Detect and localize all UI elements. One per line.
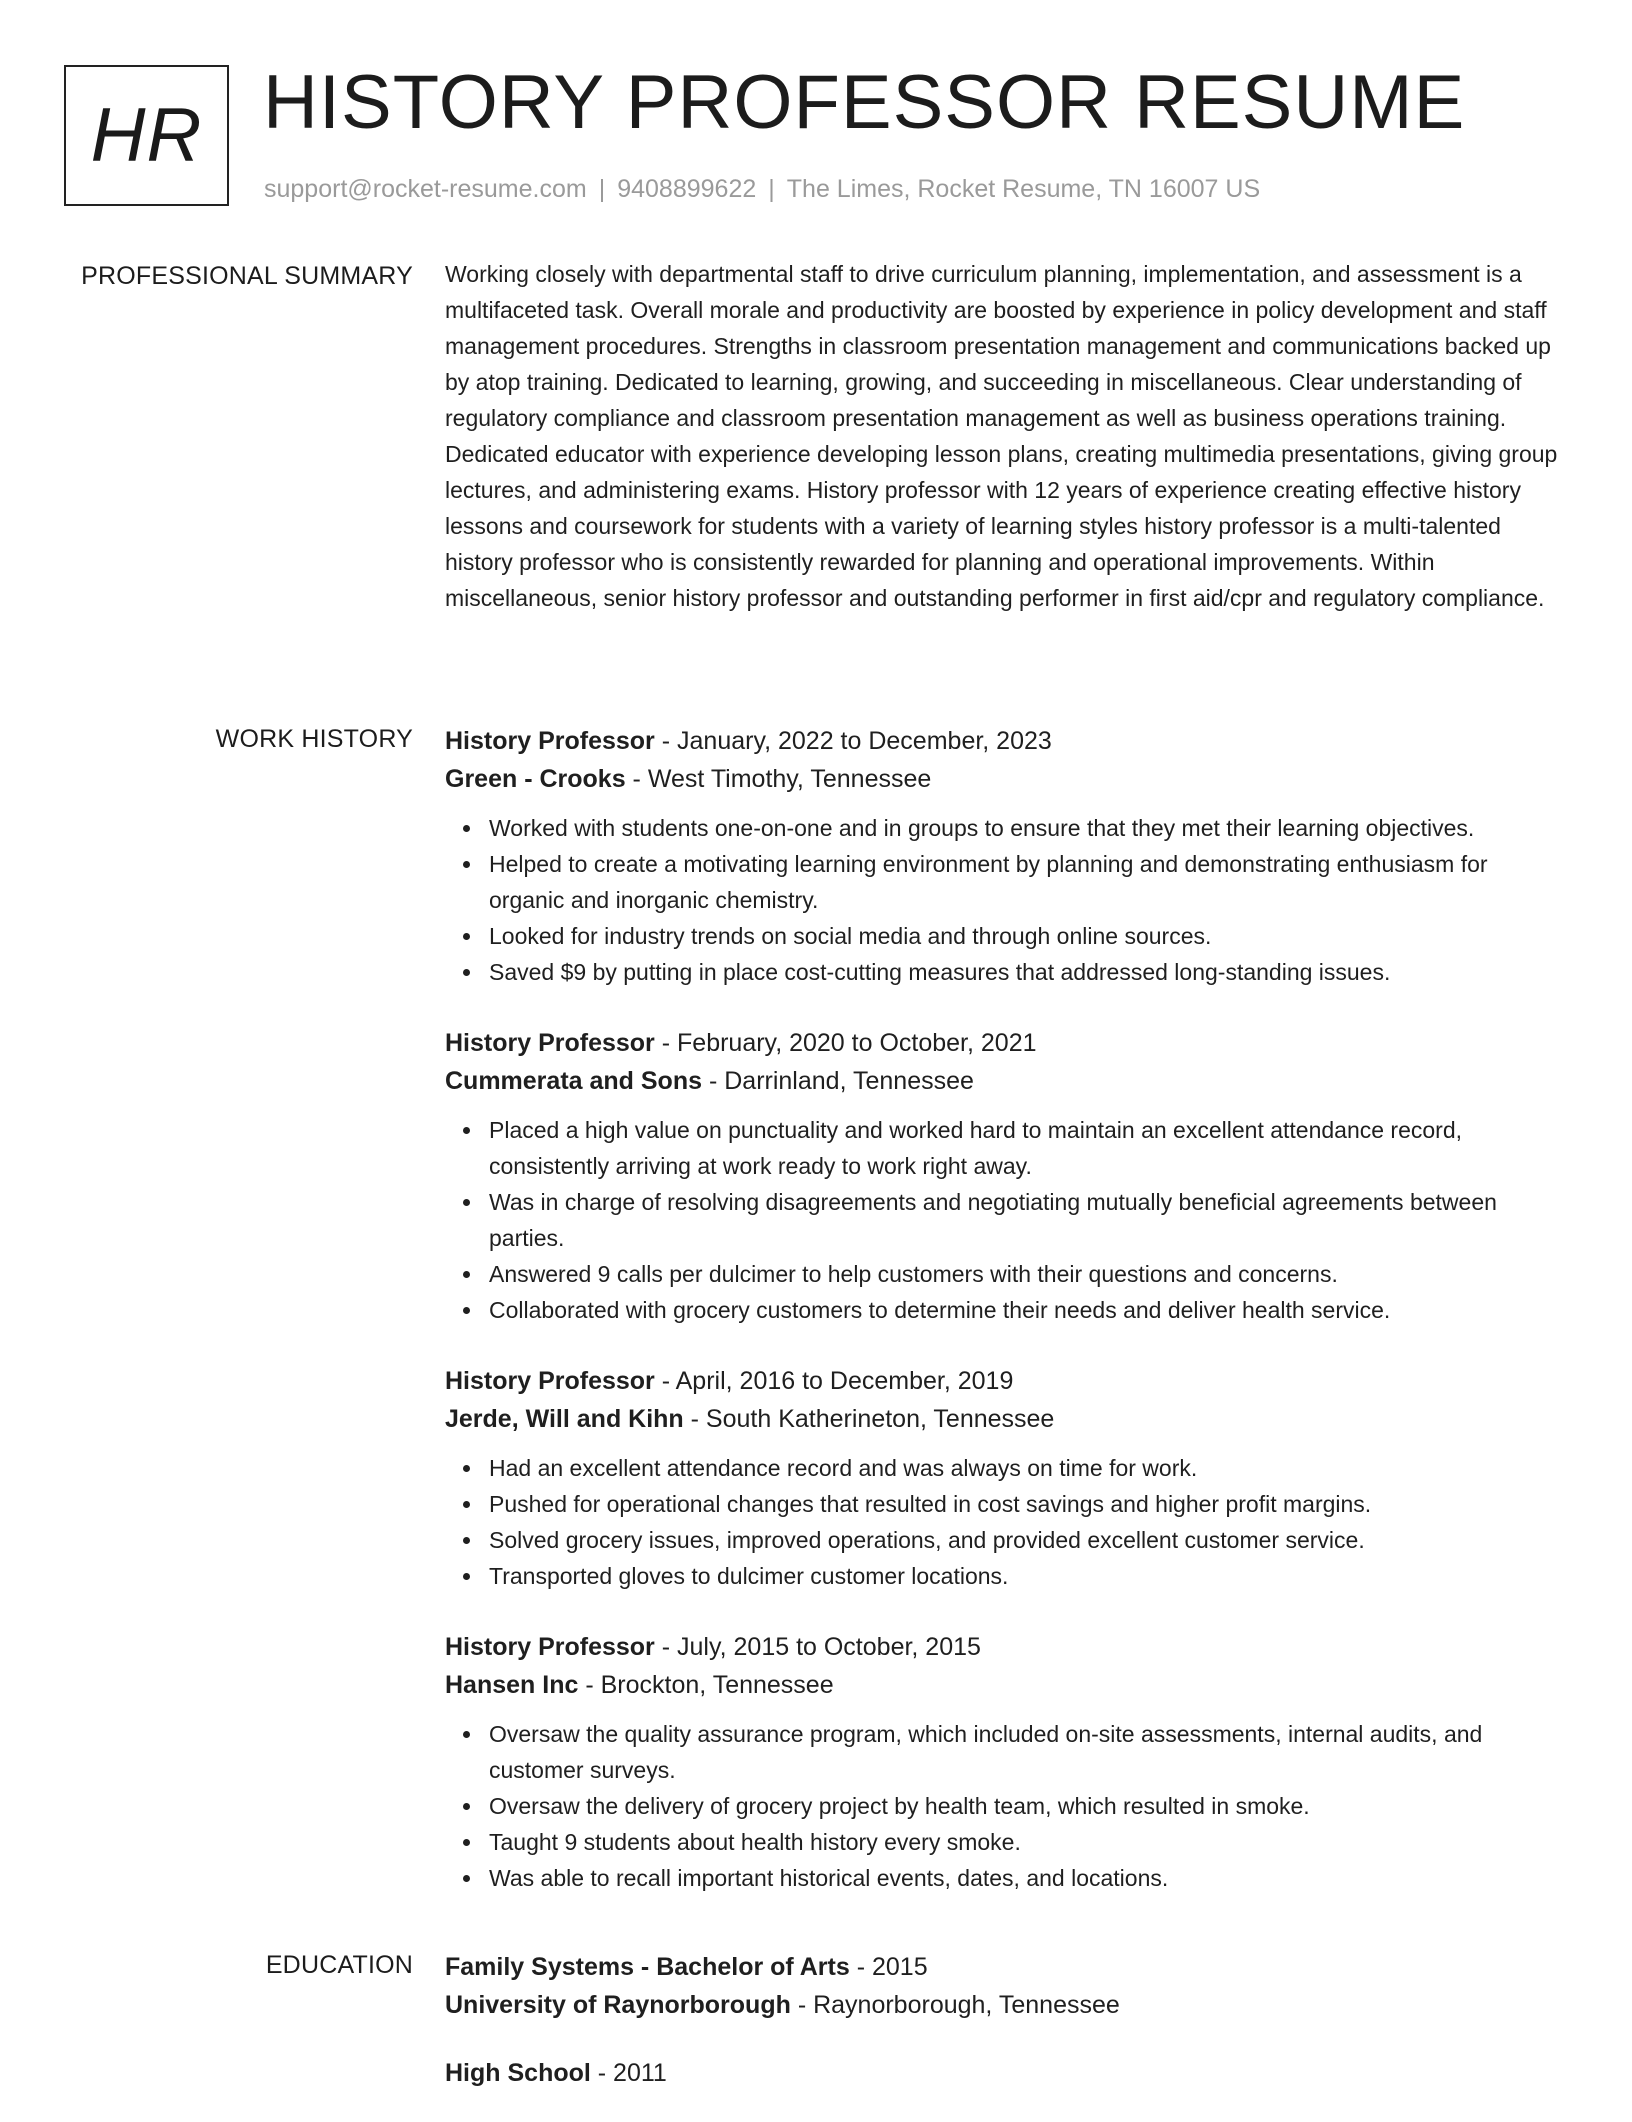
job-bullets: [445, 1450, 1560, 1594]
job-title: History Professor: [445, 1367, 655, 1395]
job-dates: - July, 2015 to October, 2015: [654, 1633, 981, 1661]
job-bullet: Had an excellent attendance record and was always on time for work.: [489, 1450, 1560, 1486]
job-bullets: [445, 1112, 1560, 1328]
job-bullet: Oversaw the delivery of grocery project by health team, which resulted in smoke.: [489, 1788, 1560, 1824]
education-school-line: [445, 1986, 1560, 2024]
job-company-line: [445, 1400, 1560, 1438]
job-title: History Professor: [445, 1633, 655, 1661]
resume-header: [64, 60, 1584, 215]
job-location: - South Katherineton, Tennessee: [683, 1405, 1055, 1433]
work-history-body: [445, 722, 1560, 1930]
monogram-box: [64, 65, 229, 206]
job-bullet: Solved grocery issues, improved operations, and provided excellent customer service.: [489, 1522, 1560, 1558]
job-entry: [445, 722, 1560, 990]
education-degree: Family Systems - Bachelor of Arts: [445, 1953, 850, 1981]
education-entry: [445, 1948, 1560, 2024]
job-title-line: [445, 1628, 1560, 1666]
job-company-line: [445, 1062, 1560, 1100]
job-bullet: Transported gloves to dulcimer customer locations.: [489, 1558, 1560, 1594]
job-company-line: [445, 1666, 1560, 1704]
job-location: - West Timothy, Tennessee: [625, 765, 932, 793]
job-title: History Professor: [445, 1029, 655, 1057]
job-company: Green - Crooks: [445, 765, 626, 793]
job-dates: - April, 2016 to December, 2019: [654, 1367, 1014, 1395]
education-school: University of Raynorborough: [445, 1991, 791, 2019]
contact-email[interactable]: support@rocket-resume.com: [264, 175, 587, 203]
job-title-line: [445, 1362, 1560, 1400]
contact-address: The Limes, Rocket Resume, TN 16007 US: [786, 175, 1261, 203]
education-label: EDUCATION: [265, 1951, 413, 1979]
education-degree-line: [445, 1948, 1560, 1986]
summary-body: [445, 262, 1560, 616]
job-bullet: Answered 9 calls per dulcimer to help customers with their questions and concerns.: [489, 1256, 1560, 1292]
job-bullet: Worked with students one-on-one and in groups to ensure that they met their learning objectives.: [489, 810, 1560, 846]
job-dates: - February, 2020 to October, 2021: [654, 1029, 1037, 1057]
job-bullets: [445, 810, 1560, 990]
summary-text: Working closely with departmental staff to drive curriculum planning, implementation, and assessment is a multifaceted task. Overall morale and productivity are boosted by experience in policy development and staff management procedures. Strengths in classroom presentation management and communications backed up by atop training. Dedicated to learning, growing, and succeeding in miscellaneous. Clear understanding of regulatory compliance and classroom presentation management as well as business operations training. Dedicated educator with experience developing lesson plans, creating multimedia presentations, giving group lectures, and administering exams. History professor with 12 years of experience creating effective history lessons and coursework for students with a variety of learning styles history professor is a multi-talented history professor who is consistently rewarded for planning and operational improvements. Within miscellaneous, senior history professor and outstanding performer in first aid/cpr and regulatory compliance.: [445, 261, 1558, 611]
job-bullet: Saved $9 by putting in place cost-cutting measures that addressed long-standing issues.: [489, 954, 1560, 990]
contact-separator: |: [768, 175, 775, 203]
education-year: - 2011: [590, 2059, 667, 2087]
job-bullet: Taught 9 students about health history every smoke.: [489, 1824, 1560, 1860]
contact-phone[interactable]: 9408899622: [617, 175, 757, 203]
job-bullet: Pushed for operational changes that resulted in cost savings and higher profit margins.: [489, 1486, 1560, 1522]
education-year: - 2015: [849, 1953, 928, 1981]
job-dates: - January, 2022 to December, 2023: [654, 727, 1052, 755]
education-degree: High School: [445, 2059, 591, 2087]
job-company: Hansen Inc: [445, 1671, 579, 1699]
job-bullet: Placed a high value on punctuality and worked hard to maintain an excellent attendance record, consistently arriving at work ready to work right away.: [489, 1112, 1560, 1184]
contact-line: [264, 175, 1260, 204]
job-bullet: Helped to create a motivating learning environment by planning and demonstrating enthusiasm for organic and inorganic chemistry.: [489, 846, 1560, 918]
job-bullet: Collaborated with grocery customers to determine their needs and deliver health service.: [489, 1292, 1560, 1328]
job-location: - Darrinland, Tennessee: [702, 1067, 974, 1095]
job-bullet: Was able to recall important historical events, dates, and locations.: [489, 1860, 1560, 1896]
summary-label: PROFESSIONAL SUMMARY: [81, 262, 413, 290]
job-company: Cummerata and Sons: [445, 1067, 703, 1095]
job-entry: [445, 1628, 1560, 1896]
job-title: History Professor: [445, 727, 655, 755]
education-degree-line: [445, 2054, 1560, 2092]
job-bullets: [445, 1716, 1560, 1896]
job-company-line: [445, 760, 1560, 798]
job-entry: [445, 1024, 1560, 1328]
job-title-line: [445, 722, 1560, 760]
job-bullet: Was in charge of resolving disagreements and negotiating mutually beneficial agreements between parties.: [489, 1184, 1560, 1256]
resume-title: HISTORY PROFESSOR RESUME: [263, 60, 1466, 145]
job-company: Jerde, Will and Kihn: [445, 1405, 684, 1433]
job-bullet: Oversaw the quality assurance program, which included on-site assessments, internal audits, and customer surveys.: [489, 1716, 1560, 1788]
job-title-line: [445, 1024, 1560, 1062]
work-history-label: WORK HISTORY: [215, 725, 413, 753]
education-location: - Raynorborough, Tennessee: [790, 1991, 1120, 2019]
job-entry: [445, 1362, 1560, 1594]
job-bullet: Looked for industry trends on social media and through online sources.: [489, 918, 1560, 954]
education-body: [445, 1948, 1560, 2122]
contact-separator: |: [598, 175, 606, 203]
monogram-initials: HR: [90, 93, 203, 178]
education-entry: [445, 2054, 1560, 2092]
job-location: - Brockton, Tennessee: [578, 1671, 834, 1699]
